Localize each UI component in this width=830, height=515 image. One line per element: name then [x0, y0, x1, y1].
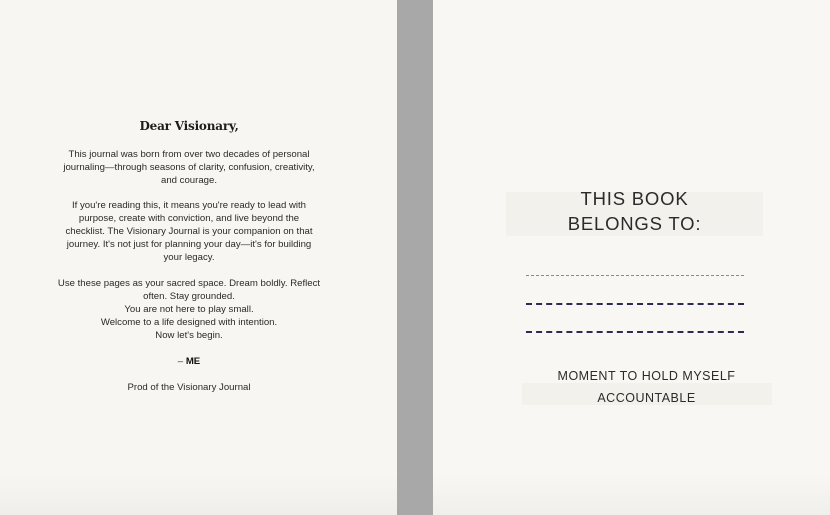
letter-line: and courage. — [160, 175, 217, 186]
letter-line: Use these pages as your sacred space. Dream boldly. Reflect — [57, 278, 321, 289]
signoff-name: ME — [185, 356, 201, 367]
right-page — [433, 0, 830, 515]
letter-line: purpose, create with conviction, and live beyond the — [78, 213, 300, 224]
letter-signoff — [46, 355, 332, 368]
letter-paragraph-1 — [46, 148, 332, 187]
name-write-line-1 — [526, 275, 744, 276]
signature-title: Prod of the Visionary Journal — [127, 382, 251, 393]
letter-line: checklist. The Visionary Journal is your companion on that — [65, 226, 313, 237]
letter-line: journey. It's not just for planning your day—it's for building — [66, 239, 312, 250]
letter-line: This journal was born from over two decades of personal — [68, 149, 310, 160]
letter-line: your legacy. — [163, 252, 215, 263]
letter-paragraph-3 — [46, 277, 332, 342]
moment-line-2: ACCOUNTABLE — [597, 391, 696, 405]
letter-paragraph-2 — [46, 199, 332, 264]
belongs-line-2: BELONGS TO: — [567, 213, 702, 234]
letter-line: You are not here to play small. — [124, 304, 254, 315]
belongs-line-1: THIS BOOK — [580, 188, 689, 209]
letter-line: Welcome to a life designed with intention. — [100, 317, 278, 328]
letter-line: If you're reading this, it means you're ready to lead with — [71, 200, 307, 211]
accountability-heading — [522, 365, 771, 409]
letter-title: Dear Visionary, — [139, 119, 239, 133]
letter-line: journaling—through seasons of clarity, confusion, creativity, — [63, 162, 315, 173]
belongs-to-heading — [506, 186, 763, 236]
name-write-line-2 — [526, 303, 744, 305]
letter-line: often. Stay grounded. — [143, 291, 235, 302]
book-gutter — [397, 0, 433, 515]
signoff-dash: – — [177, 356, 186, 367]
left-page — [0, 0, 397, 515]
letter-line: Now let's begin. — [155, 330, 223, 341]
moment-line-1: MOMENT TO HOLD MYSELF — [557, 369, 736, 383]
name-write-line-3 — [526, 331, 744, 333]
